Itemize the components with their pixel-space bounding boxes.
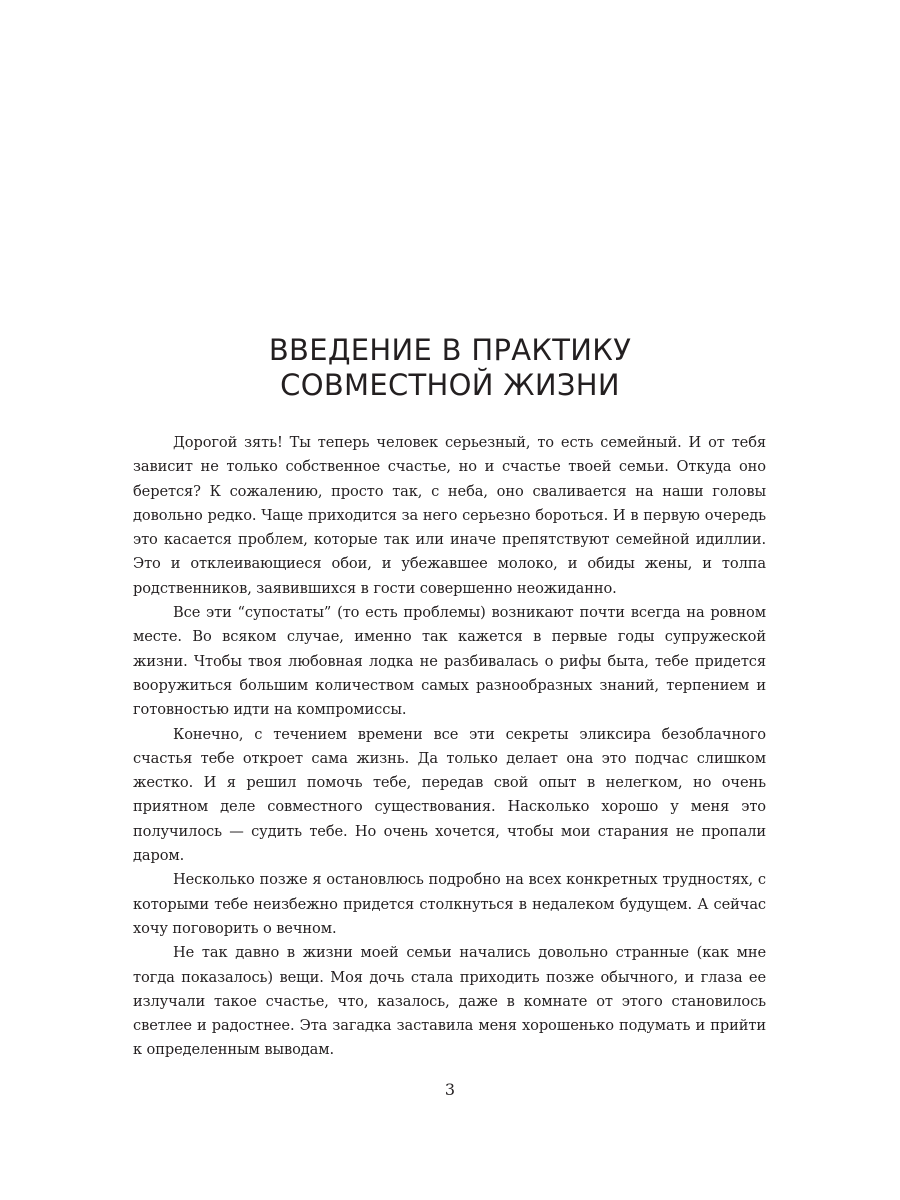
chapter-title-line-2: СОВМЕСТНОЙ ЖИЗНИ [280,368,620,402]
chapter-title [0,333,900,403]
paragraph-2: Все эти “супостаты” (то есть проблемы) возникают почти всегда на ровном месте. Во всяком случае, именно так кажется в первые годы супружеской жизни. Чтобы твоя любовная лодка не разбивалась о рифы быта, тебе придется вооружиться большим количеством самых разнообразных знаний, терпением и готовностью идти на компромиссы. [133,604,766,719]
paragraph-1: Дорогой зять! Ты теперь человек серьезный, то есть семейный. И от тебя зависит не только собственное счастье, но и счастье твоей семьи. Откуда оно берется? К сожалению, просто так, с неба, оно сваливается на наши головы довольно редко. Чаще приходится за него серьезно бороться. И в первую очередь это касается проблем, которые так или иначе препятствуют семейной идиллии. Это и отклеивающиеся обои, и убежавшее молоко, и обиды жены, и толпа родственников, заявившихся в гости совершенно неожиданно. [133,434,766,597]
paragraph-3: Конечно, с течением времени все эти секреты эликсира безоблачного счастья тебе откроет сама жизнь. Да только делает она это подчас слишком жестко. И я решил помочь тебе, передав свой опыт в нелегком, но очень приятном деле совместного существования. Насколько хорошо у меня это получилось — судить тебе. Но очень хочется, чтобы мои старания не пропали даром. [133,725,766,865]
page-number: 3 [444,1080,456,1099]
chapter-title-line-1: ВВЕДЕНИЕ В ПРАКТИКУ [268,333,632,367]
paragraph-4: Несколько позже я остановлюсь подробно на всех конкретных трудностях, с которыми тебе неизбежно придется столкнуться в недалеком будущем. А сейчас хочу поговорить о вечном. [133,871,766,937]
chapter-body [133,431,766,1063]
paragraph-5: Не так давно в жизни моей семьи начались довольно странные (как мне тогда показалось) вещи. Моя дочь стала приходить позже обычного, и глаза ее излучали такое счастье, что, казалось, даже в комнате от этого становилось светлее и радостнее. Эта загадка заставила меня хорошенько подумать и прийти к определенным выводам. [133,944,766,1059]
